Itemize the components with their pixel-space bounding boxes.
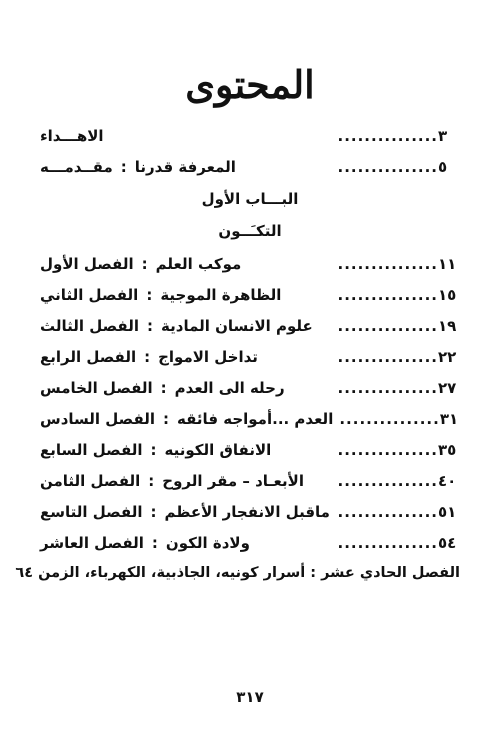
toc-page-number: ٥١ (438, 503, 457, 521)
toc-leader-dots: ............... (337, 255, 438, 273)
toc-label: الفصل الأول (40, 255, 134, 273)
toc-separator: : (120, 158, 127, 176)
toc-separator: : (146, 286, 153, 304)
toc-label: الفصل الخامس (40, 379, 153, 397)
toc-topic: العدم ...أمواجه فائقه (177, 410, 334, 428)
toc-row-chapter-11: الفصل الحادي عشر : أسرار كونيه، الجاذبية، الكهرباء، الزمن ٦٤ (15, 565, 460, 581)
toc-page-number: ١٩ (438, 317, 457, 335)
part-heading: البـــاب الأول (201, 190, 299, 208)
toc-topic: علوم الانسان المادية (161, 317, 313, 335)
toc-leader-dots: ............... (337, 286, 438, 304)
toc-page-number: ٣١ (439, 410, 459, 428)
toc-row-chapter-5 (40, 376, 460, 400)
toc-separator: : (150, 441, 157, 459)
toc-leader-dots: ............... (337, 379, 438, 397)
toc-label: الفصل السابع (40, 441, 143, 459)
toc-label: الفصل السادس (40, 410, 156, 428)
page-number: ٣١٧ (236, 688, 264, 706)
toc-leader-dots: ............... (337, 441, 438, 459)
toc-label: الفصل الثاني (40, 286, 139, 304)
toc-page-number: ٢٢ (438, 348, 457, 366)
toc-row-chapter-8 (40, 469, 460, 493)
toc-separator: : (150, 503, 157, 521)
toc-page-number: ٤٠ (438, 472, 457, 490)
toc-label: الفصل الثامن (40, 472, 141, 490)
toc-page-number: ٥ (438, 158, 448, 176)
toc-row-chapter-4 (40, 345, 460, 369)
toc-leader-dots: ............... (337, 127, 438, 145)
toc-page-number: ٣ (438, 127, 448, 145)
toc-row-chapter-6 (40, 407, 460, 431)
toc-topic: رحله الى العدم (174, 379, 285, 397)
toc-page-number: ١١ (438, 255, 457, 273)
toc-leader-dots: ............... (337, 317, 438, 335)
toc-separator: : (144, 348, 151, 366)
toc-page-number: ١٥ (438, 286, 457, 304)
toc-row-chapter-2 (40, 283, 460, 307)
toc-topic: المعرفة قدرنا (134, 158, 236, 176)
toc-row-chapter-10 (40, 531, 460, 555)
toc-topic: الانفاق الكونيه (164, 441, 272, 459)
toc-label: الفصل الثالث (40, 317, 140, 335)
toc-topic: تداخل الامواج (158, 348, 258, 366)
toc-row-chapter-9 (40, 500, 460, 524)
toc-separator: : (141, 255, 148, 273)
toc-leader-dots: ............... (337, 348, 438, 366)
toc-label: الفصل الرابع (40, 348, 137, 366)
part-title: التكـَــون (218, 222, 282, 240)
toc-separator: : (147, 317, 154, 335)
toc-topic: الأبعـاد – مقر الروح (162, 472, 304, 490)
toc-topic: موكب العلم (155, 255, 242, 273)
toc-row-intro (40, 155, 460, 179)
toc-separator: : (160, 379, 167, 397)
toc-leader-dots: ............... (337, 472, 438, 490)
toc-label: الفصل العاشر (40, 534, 144, 552)
toc-page-number: ٢٧ (438, 379, 457, 397)
toc-row-chapter-1 (40, 252, 460, 276)
toc-page-number: ٣٥ (438, 441, 457, 459)
page-title: المحتوى (185, 62, 315, 107)
toc-label: الاهـــداء (40, 127, 104, 145)
toc-label: مقــدمـــه (40, 158, 113, 176)
toc-leader-dots: ............... (339, 410, 440, 428)
toc-row-chapter-3 (40, 314, 460, 338)
toc-page-number: ٥٤ (438, 534, 457, 552)
toc-leader-dots: ............... (337, 534, 438, 552)
toc-row-chapter-7 (40, 438, 460, 462)
toc-topic: ولادة الكون (165, 534, 250, 552)
toc-separator: : (148, 472, 155, 490)
toc-topic: ماقبل الانفجار الأعظم (164, 503, 330, 521)
toc-row-dedication (40, 124, 460, 148)
toc-leader-dots: ............... (337, 503, 438, 521)
toc-separator: : (163, 410, 170, 428)
toc-separator: : (151, 534, 158, 552)
toc-leader-dots: ............... (337, 158, 438, 176)
toc-label: الفصل التاسع (40, 503, 143, 521)
toc-topic: الظاهرة الموجية (160, 286, 282, 304)
